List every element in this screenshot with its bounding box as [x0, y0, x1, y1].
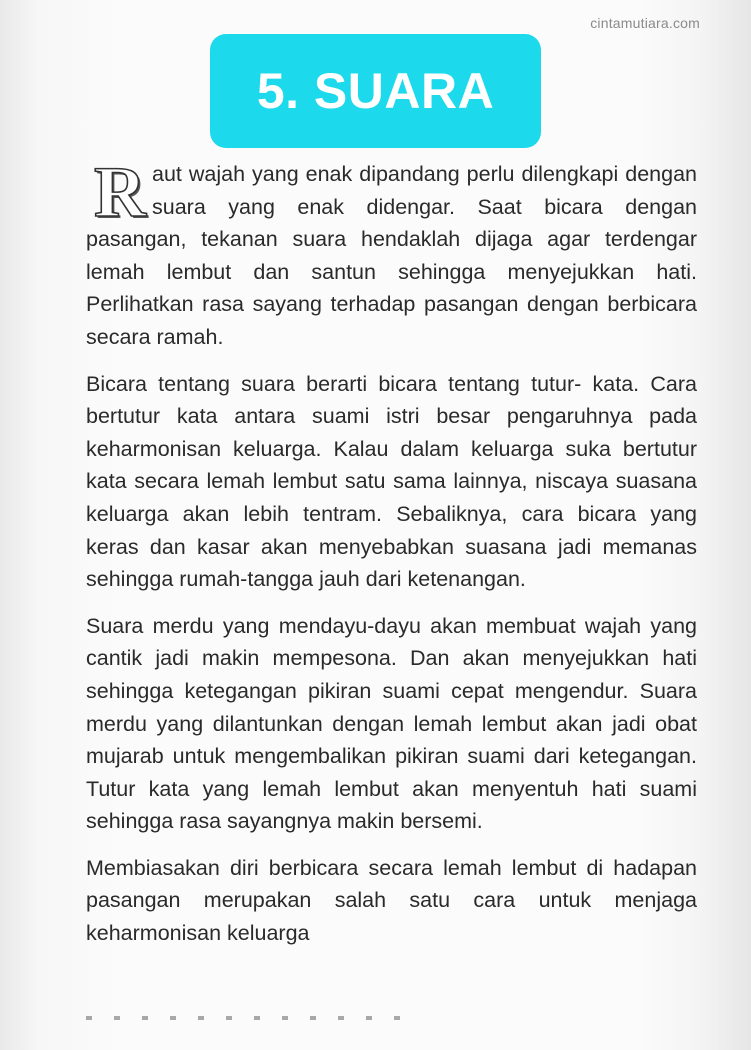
- drop-cap-letter: R: [94, 152, 146, 232]
- chapter-title-box: [210, 34, 541, 148]
- paragraph-4: Membiasakan diri berbicara secara lemah lembut di hadapan pasangan merupakan salah satu cara untuk menjaga keharmonisan keluarga: [86, 855, 697, 946]
- cut-off-text-remnant: [86, 1016, 406, 1020]
- paragraph-2: Bicara tentang suara berarti bicara tentang tutur- kata. Cara bertutur kata antara suami istri besar pengaruhnya pada keharmonisan keluarga. Kalau dalam keluarga suka bertutur kata secara lemah lembut satu sama lainnya, niscaya suasana keluarga akan lebih tentram. Sebaliknya, cara bicara yang keras dan kasar akan menyebabkan suasana jadi memanas sehingga rumah-tangga jauh dari ketenangan.: [86, 371, 697, 592]
- watermark: cintamutiara.com: [590, 15, 700, 31]
- paragraph-3: Suara merdu yang mendayu-dayu akan membuat wajah yang cantik jadi makin mempesona. Dan akan menyejukkan hati sehingga ketegangan pikiran suami cepat mengendur. Suara merdu yang dilantunkan dengan lemah lembut akan jadi obat mujarab untuk mengembalikan pikiran suami dari ketegangan. Tutur kata yang lemah lembut akan menyentuh hati suami sehingga rasa sayangnya makin bersemi.: [86, 613, 697, 834]
- article-body: [86, 152, 697, 964]
- chapter-title: 5. SUARA: [256, 63, 495, 119]
- paragraph-1-text: aut wajah yang enak dipandang perlu dilengkapi dengan suara yang enak didengar. Saat bicara dengan pasangan, tekanan suara hendaklah dijaga agar terdengar lemah lembut dan santun sehingga menyejukkan hati. Perlihatkan rasa sayang terhadap pasangan dengan berbicara secara ramah.: [86, 162, 697, 349]
- paragraph-1: [86, 152, 697, 354]
